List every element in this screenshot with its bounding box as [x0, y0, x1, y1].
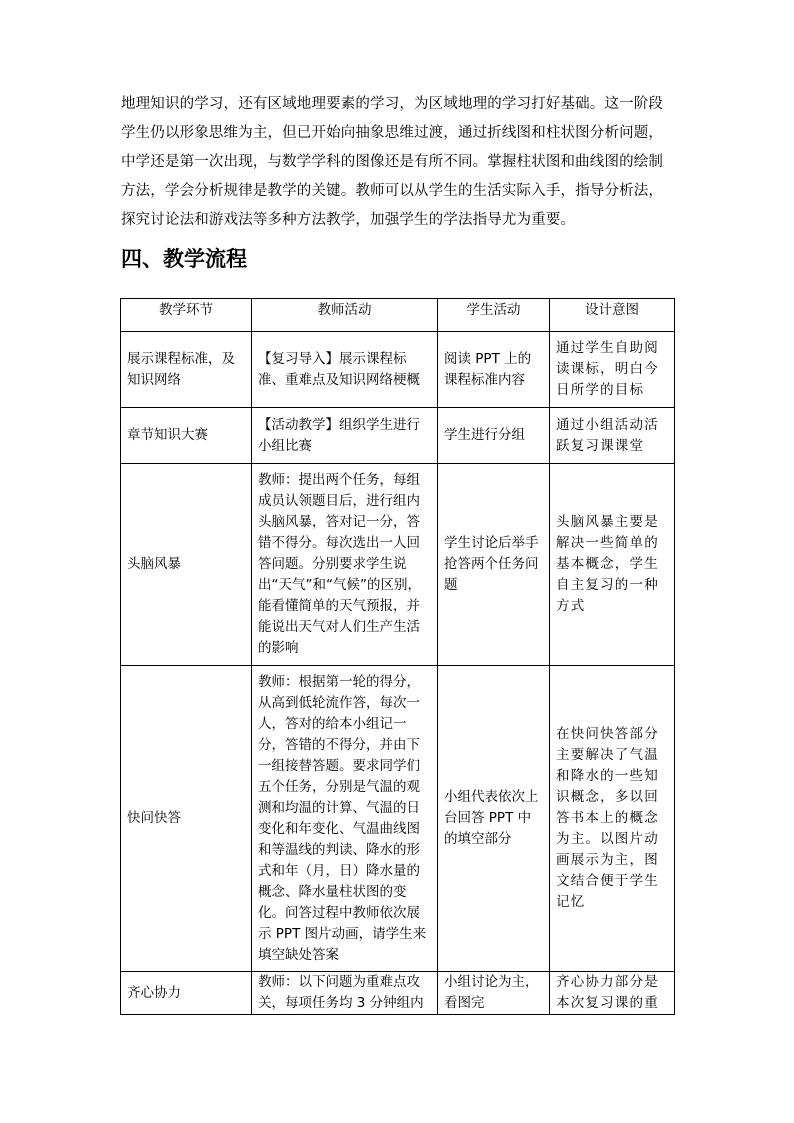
stage-cell: 章节知识大赛: [121, 408, 252, 464]
teacher-activity-cell: 教师：以下问题为重难点攻关，每项任务均 3 分钟组内: [252, 972, 438, 1015]
stage-cell: 展示课程标准，及知识网络: [121, 332, 252, 408]
header-teacher: 教师活动: [252, 299, 438, 332]
design-intent-cell: 在快问快答部分主要解决了气温和降水的一些知识概念，多以回答书本上的概念为主。以图片动画展示为主，图文结合便于学生记忆: [550, 666, 675, 972]
stage-cell: 快问快答: [121, 666, 252, 972]
section-heading: 四、教学流程: [121, 247, 247, 271]
teacher-activity-cell: 【复习导入】展示课程标准、重难点及知识网络梗概: [252, 332, 438, 408]
header-stage: 教学环节: [121, 299, 252, 332]
design-intent-cell: 头脑风暴主要是解决一些简单的基本概念，学生自主复习的一种方式: [550, 464, 675, 666]
table-row: [121, 666, 675, 972]
table-row: [121, 464, 675, 666]
design-intent-cell: 齐心协力部分是本次复习课的重: [550, 972, 675, 1015]
table-row: [121, 332, 675, 408]
student-activity-cell: 小组代表依次上台回答 PPT 中的填空部分: [438, 666, 550, 972]
student-activity-cell: 学生讨论后举手抢答两个任务问题: [438, 464, 550, 666]
student-activity-cell: 阅读 PPT 上的课程标准内容: [438, 332, 550, 408]
teacher-activity-cell: 教师：提出两个任务，每组成员认领题目后，进行组内头脑风暴，答对记一分，答错不得分。每次选出一人回答问题。分别要求学生说出“天气”和“气候”的区别，能看懂简单的天气预报，并能说出天气对人们生产生活的影响: [252, 464, 438, 666]
stage-cell: 齐心协力: [121, 972, 252, 1015]
stage-cell: 头脑风暴: [121, 464, 252, 666]
table-header-row: [121, 299, 675, 332]
table-row: [121, 972, 675, 1015]
student-activity-cell: 学生进行分组: [438, 408, 550, 464]
design-intent-cell: 通过学生自助阅读课标，明白今日所学的目标: [550, 332, 675, 408]
design-intent-cell: 通过小组活动活跃复习课课堂: [550, 408, 675, 464]
header-intent: 设计意图: [550, 299, 675, 332]
table-row: [121, 408, 675, 464]
student-activity-cell: 小组讨论为主，看图完: [438, 972, 550, 1015]
teacher-activity-cell: 【活动教学】组织学生进行小组比赛: [252, 408, 438, 464]
teacher-activity-cell: 教师：根据第一轮的得分，从高到低轮流作答，每次一人，答对的给本小组记一分，答错的不得分，并由下一组接替答题。要求同学们五个任务，分别是气温的观测和均温的计算、气温的日变化和年变化、气温曲线图和等温线的判读、降水的形式和年（月，日）降水量的概念、降水量柱状图的变化。问答过程中教师依次展示 PPT 图片动画，请学生来填空缺处答案: [252, 666, 438, 972]
teaching-flow-table: [120, 298, 675, 1015]
header-student: 学生活动: [438, 299, 550, 332]
intro-paragraph: 地理知识的学习，还有区域地理要素的学习，为区域地理的学习打好基础。这一阶段学生仍以形象思维为主，但已开始向抽象思维过渡，通过折线图和柱状图分析问题，中学还是第一次出现，与数学学科的图像还是有所不同。掌握柱状图和曲线图的绘制方法，学会分析规律是教学的关键。教师可以从学生的生活实际入手，指导分析法，探究讨论法和游戏法等多种方法教学，加强学生的学法指导尤为重要。: [121, 96, 664, 228]
